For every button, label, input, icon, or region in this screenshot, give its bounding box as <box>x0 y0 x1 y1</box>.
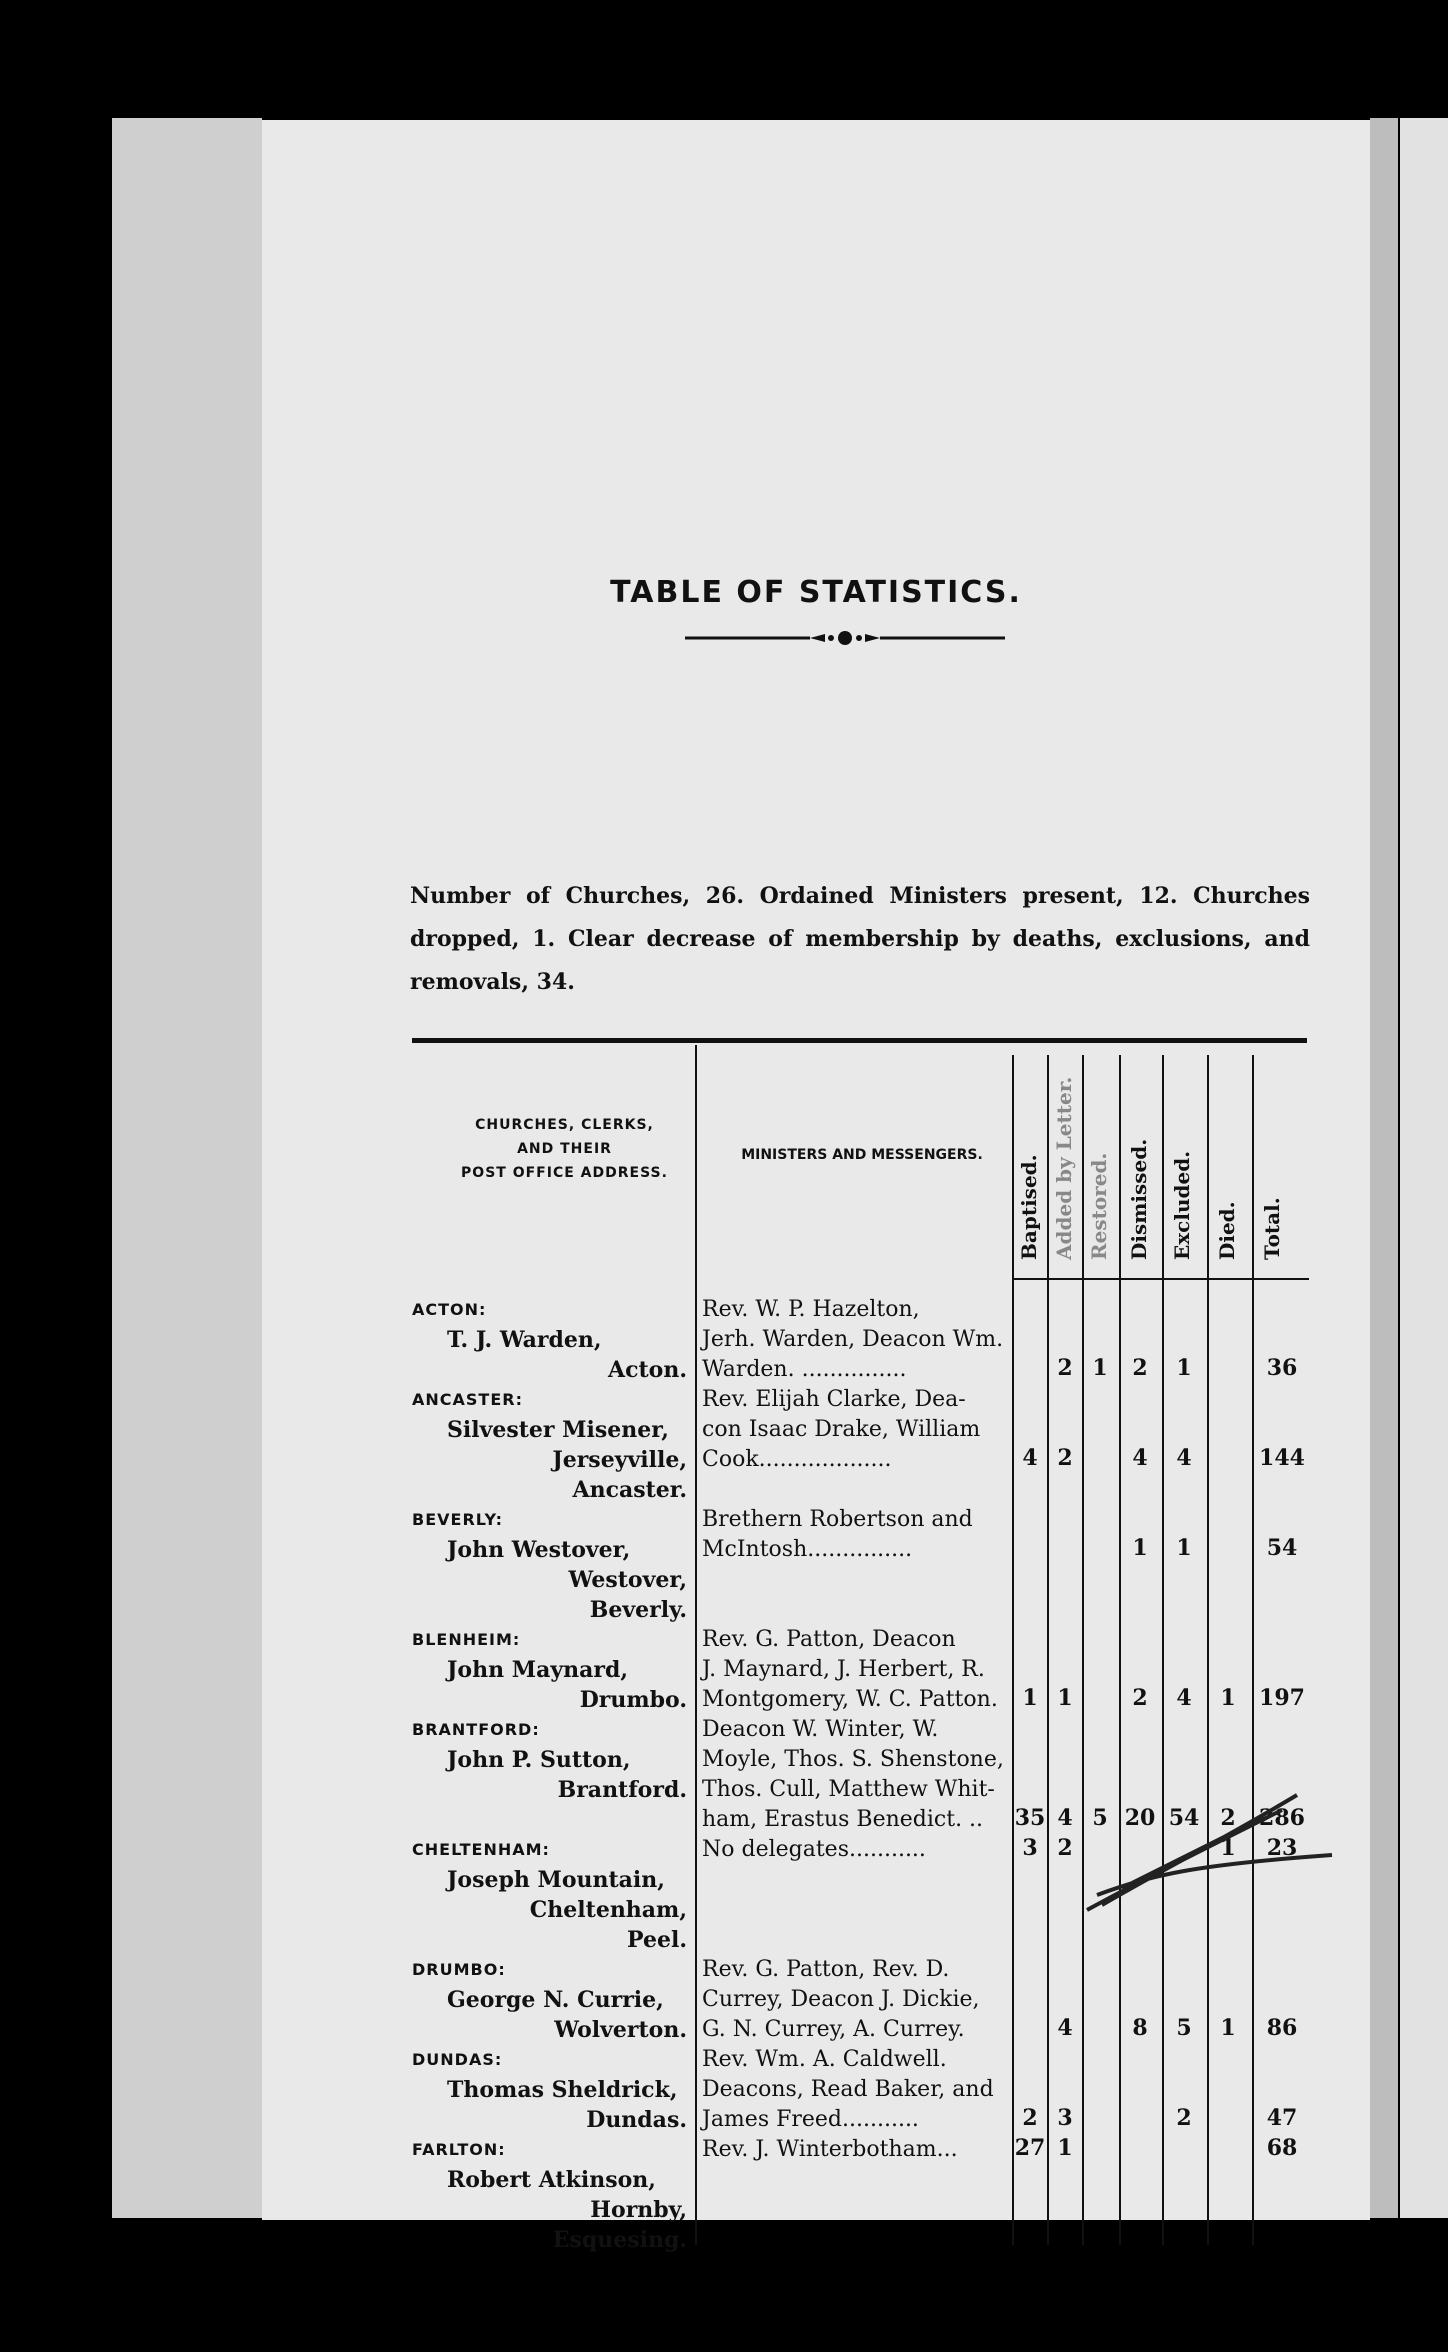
minister-line: Warden. ............... <box>702 1357 907 1382</box>
died-value: 2 <box>1220 1805 1236 1831</box>
minister-line: Thos. Cull, Matthew Whit- <box>702 1777 995 1802</box>
excluded-column-header: Excluded. <box>1170 1150 1194 1260</box>
ministers-messengers <box>702 2045 1017 2135</box>
church-clerk: George N. Currie, <box>447 1987 664 2013</box>
post-office-address: Cheltenham, <box>529 1897 687 1923</box>
church-name: FARLTON: <box>412 2140 506 2159</box>
total-value: 86 <box>1266 2015 1298 2041</box>
minister-line: Cook................... <box>702 1447 892 1472</box>
minister-line: Rev. G. Patton, Rev. D. <box>702 1957 950 1982</box>
church-clerk: John P. Sutton, <box>447 1747 631 1773</box>
ministers-messengers <box>702 1295 1017 1385</box>
minister-line: ham, Erastus Benedict. .. <box>702 1807 984 1832</box>
post-office-address: Hornby, <box>590 2197 687 2223</box>
church-name: ACTON: <box>412 1300 487 1319</box>
church-entry <box>412 2135 687 2255</box>
church-clerk: John Westover, <box>447 1537 631 1563</box>
died-value: 1 <box>1220 1685 1236 1711</box>
total-value: 47 <box>1266 2105 1298 2131</box>
dismissed-column-header: Dismissed. <box>1127 1138 1151 1260</box>
minister-line: G. N. Currey, A. Currey. <box>702 2017 965 2042</box>
total-value: 36 <box>1266 1355 1298 1381</box>
post-office-address: Esquesing. <box>552 2227 687 2253</box>
restored-column-header: Restored. <box>1087 1152 1111 1260</box>
post-office-address: Peel. <box>627 1927 687 1953</box>
minister-line: Montgomery, W. C. Patton. <box>702 1687 998 1712</box>
ministers-column-header: MINISTERS AND MESSENGERS. <box>741 1147 983 1163</box>
dismissed-value: 20 <box>1124 1805 1156 1831</box>
post-office-address: Jerseyville, <box>552 1447 687 1473</box>
page-title: TABLE OF STATISTICS. <box>610 575 1022 610</box>
added-value: 2 <box>1057 1835 1073 1861</box>
church-entry <box>412 2045 687 2135</box>
dismissed-value: 4 <box>1132 1445 1148 1471</box>
added-value: 3 <box>1057 2105 1073 2131</box>
minister-line: Rev. Elijah Clarke, Dea- <box>702 1387 966 1412</box>
baptised-value: 27 <box>1014 2135 1046 2161</box>
minister-line: Rev. G. Patton, Deacon <box>702 1627 956 1652</box>
excluded-value: 2 <box>1176 2105 1192 2131</box>
church-clerk: T. J. Warden, <box>447 1327 602 1353</box>
next-page-strip <box>1400 118 1448 2218</box>
total-value: 54 <box>1266 1535 1298 1561</box>
church-clerk: Robert Atkinson, <box>447 2167 656 2193</box>
page-edge-right <box>1370 118 1398 2218</box>
total-value: 286 <box>1259 1805 1305 1831</box>
minister-line: con Isaac Drake, William <box>702 1417 981 1442</box>
column-divider <box>1119 1055 1121 2245</box>
added-value: 4 <box>1057 1805 1073 1831</box>
excluded-value: 1 <box>1176 1535 1192 1561</box>
pencil-scratch-mark <box>1082 1770 1342 1920</box>
ministers-messengers <box>702 1625 1017 1715</box>
added-value: 1 <box>1057 1685 1073 1711</box>
church-name: ANCASTER: <box>412 1390 523 1409</box>
excluded-value: 4 <box>1176 1445 1192 1471</box>
minister-line: Moyle, Thos. S. Shenstone, <box>702 1747 1004 1772</box>
church-clerk: Silvester Misener, <box>447 1417 669 1443</box>
church-entry <box>412 1385 687 1505</box>
header-bottom-rule <box>1012 1278 1309 1280</box>
excluded-value: 5 <box>1176 2015 1192 2041</box>
died-value: 1 <box>1220 1835 1236 1861</box>
church-entry <box>412 1955 687 2045</box>
baptised-value: 2 <box>1022 2105 1038 2131</box>
baptised-value: 35 <box>1014 1805 1046 1831</box>
ornament-divider <box>685 628 1005 648</box>
church-entry <box>412 1505 687 1625</box>
churches-column-header: CHURCHES, CLERKS, AND THEIR POST OFFICE ADDRESS. <box>461 1117 668 1181</box>
baptised-value: 3 <box>1022 1835 1038 1861</box>
ministers-messengers <box>702 1835 1017 1865</box>
book-board-left <box>112 118 262 2218</box>
ministers-messengers <box>702 1505 1017 1565</box>
post-office-address: Dundas. <box>586 2107 687 2133</box>
post-office-address: Acton. <box>608 1357 687 1383</box>
minister-line: Deacons, Read Baker, and <box>702 2077 994 2102</box>
intro-paragraph: Number of Churches, 26. Ordained Ministers present, 12. Churches dropped, 1. Clear decrease of membership by deaths, exclusions, and removals, 34. <box>410 883 1310 995</box>
added-value: 2 <box>1057 1445 1073 1471</box>
post-office-address: Wolverton. <box>554 2017 687 2043</box>
column-divider <box>695 1045 697 2245</box>
total-value: 68 <box>1266 2135 1298 2161</box>
dismissed-value: 1 <box>1132 1535 1148 1561</box>
total-value: 197 <box>1259 1685 1305 1711</box>
excluded-value: 54 <box>1168 1805 1200 1831</box>
church-clerk: Joseph Mountain, <box>447 1867 665 1893</box>
minister-line: Rev. Wm. A. Caldwell. <box>702 2047 947 2072</box>
restored-value: 5 <box>1092 1805 1108 1831</box>
post-office-address: Westover, <box>568 1567 687 1593</box>
minister-line: J. Maynard, J. Herbert, R. <box>702 1657 985 1682</box>
minister-line: Deacon W. Winter, W. <box>702 1717 939 1742</box>
baptised-column-header: Baptised. <box>1017 1154 1041 1260</box>
added-value: 1 <box>1057 2135 1073 2161</box>
minister-line: Currey, Deacon J. Dickie, <box>702 1987 980 2012</box>
ministers-messengers <box>702 1955 1017 2045</box>
church-entry <box>412 1715 687 1805</box>
post-office-address: Brantford. <box>557 1777 687 1803</box>
minister-line: No delegates........... <box>702 1837 926 1862</box>
church-name: DRUMBO: <box>412 1960 506 1979</box>
post-office-address: Drumbo. <box>579 1687 687 1713</box>
minister-line: McIntosh............... <box>702 1537 913 1562</box>
total-value: 23 <box>1266 1835 1298 1861</box>
church-clerk: Thomas Sheldrick, <box>447 2077 678 2103</box>
church-entry <box>412 1625 687 1715</box>
ministers-messengers <box>702 1385 1017 1475</box>
church-name: CHELTENHAM: <box>412 1840 550 1859</box>
dismissed-value: 8 <box>1132 2015 1148 2041</box>
baptised-value: 1 <box>1022 1685 1038 1711</box>
post-office-address: Ancaster. <box>572 1477 687 1503</box>
church-entry <box>412 1295 687 1385</box>
ministers-messengers <box>702 1715 1017 1835</box>
church-clerk: John Maynard, <box>447 1657 629 1683</box>
minister-line: Rev. J. Winterbotham... <box>702 2137 958 2162</box>
minister-line: Rev. W. P. Hazelton, <box>702 1297 920 1322</box>
dismissed-value: 2 <box>1132 1685 1148 1711</box>
restored-value: 1 <box>1092 1355 1108 1381</box>
column-divider <box>1047 1055 1049 2245</box>
excluded-value: 4 <box>1176 1685 1192 1711</box>
column-divider <box>1207 1055 1209 2245</box>
total-column-header: Total. <box>1260 1197 1284 1260</box>
column-divider <box>1082 1055 1084 2245</box>
ministers-messengers <box>702 2135 1017 2165</box>
church-entry <box>412 1835 687 1955</box>
added-value: 2 <box>1057 1355 1073 1381</box>
document-page <box>262 120 1370 2253</box>
church-name: BLENHEIM: <box>412 1630 521 1649</box>
church-name: BEVERLY: <box>412 1510 504 1529</box>
excluded-value: 1 <box>1176 1355 1192 1381</box>
dismissed-value: 2 <box>1132 1355 1148 1381</box>
died-value: 1 <box>1220 2015 1236 2041</box>
minister-line: Jerh. Warden, Deacon Wm. <box>702 1327 1004 1352</box>
church-name: BRANTFORD: <box>412 1720 540 1739</box>
added-value: 4 <box>1057 2015 1073 2041</box>
church-name: DUNDAS: <box>412 2050 503 2069</box>
added-column-header: Added by Letter. <box>1052 1076 1076 1260</box>
total-value: 144 <box>1259 1445 1305 1471</box>
column-divider <box>1162 1055 1164 2245</box>
baptised-value: 4 <box>1022 1445 1038 1471</box>
minister-line: Brethern Robertson and <box>702 1507 973 1532</box>
table-top-rule <box>412 1038 1307 1043</box>
died-column-header: Died. <box>1215 1201 1239 1260</box>
column-divider <box>1252 1055 1254 2245</box>
minister-line: James Freed........... <box>702 2107 919 2132</box>
post-office-address: Beverly. <box>589 1597 687 1623</box>
